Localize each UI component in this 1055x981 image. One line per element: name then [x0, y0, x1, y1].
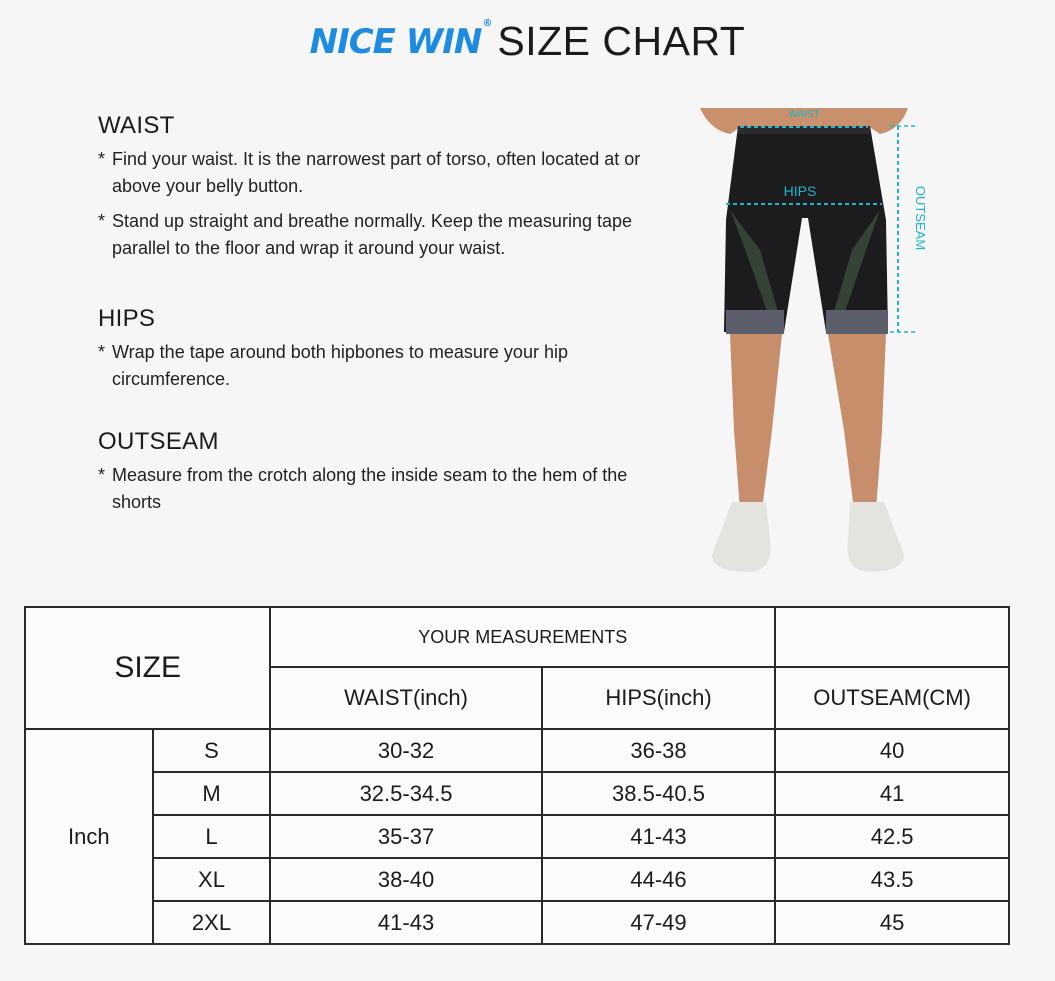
waist-cell: 41-43 [270, 901, 541, 944]
bullet-marker: * [98, 149, 106, 169]
table-row [25, 772, 1009, 815]
bullet-marker: * [98, 465, 106, 485]
size-cell: S [153, 729, 271, 772]
outseam-cell: 43.5 [775, 858, 1009, 901]
waist-guide-label: WAIST [788, 109, 820, 120]
hips-cell: 44-46 [542, 858, 776, 901]
shorts-shape [724, 126, 888, 332]
size-cell: 2XL [153, 901, 271, 944]
size-header-cell: SIZE [25, 607, 270, 729]
bullet-text: Measure from the crotch along the inside seam to the hem of the shorts [112, 465, 628, 512]
bullet-marker: * [98, 211, 106, 231]
header [0, 18, 1055, 65]
column-header-hips: HIPS(inch) [542, 667, 776, 729]
table-row [25, 858, 1009, 901]
outseam-cell: 40 [775, 729, 1009, 772]
outseam-section [98, 428, 678, 524]
waist-cell: 38-40 [270, 858, 541, 901]
waist-cell: 30-32 [270, 729, 541, 772]
waist-heading: WAIST [98, 112, 175, 139]
table-row [25, 901, 1009, 944]
hips-bullet-1 [98, 339, 678, 393]
waist-section [98, 112, 678, 270]
size-cell: M [153, 772, 271, 815]
outseam-bullet-1 [98, 462, 678, 516]
waist-cell: 35-37 [270, 815, 541, 858]
model-shorts-illustration [690, 100, 940, 580]
size-table [24, 606, 1010, 945]
waist-bullet-2 [98, 208, 678, 262]
unit-label-cell: Inch [25, 729, 153, 944]
bullet-text: Find your waist. It is the narrowest part of torso, often located at or above your belly button. [112, 149, 641, 196]
table-row [25, 729, 1009, 772]
outseam-guide-label: OUTSEAM [913, 185, 928, 251]
hips-heading: HIPS [98, 305, 156, 332]
hips-guide-label: HIPS [783, 183, 817, 199]
measurements-header-cell: YOUR MEASUREMENTS [270, 607, 775, 667]
column-header-waist: WAIST(inch) [270, 667, 541, 729]
outseam-cell: 41 [775, 772, 1009, 815]
hips-cell: 47-49 [542, 901, 776, 944]
model-figure [690, 100, 940, 580]
page-title: SIZE CHART [497, 18, 746, 64]
outseam-cell: 42.5 [775, 815, 1009, 858]
hips-cell: 38.5-40.5 [542, 772, 776, 815]
right-shoe-shape [847, 502, 904, 572]
column-header-outseam: OUTSEAM(CM) [775, 667, 1009, 729]
left-leg-shape [730, 334, 782, 510]
outseam-heading: OUTSEAM [98, 428, 219, 455]
bullet-text: Wrap the tape around both hipbones to measure your hip circumference. [112, 342, 568, 389]
left-shoe-shape [712, 502, 771, 572]
waist-cell: 32.5-34.5 [270, 772, 541, 815]
registered-mark: ® [482, 17, 492, 29]
outseam-cell: 45 [775, 901, 1009, 944]
bullet-marker: * [98, 342, 106, 362]
left-hem-band [726, 310, 784, 334]
hips-cell: 41-43 [542, 815, 776, 858]
waist-bullet-1 [98, 146, 678, 200]
hips-cell: 36-38 [542, 729, 776, 772]
brand-name: NICE WIN [309, 21, 482, 62]
hips-section [98, 305, 678, 401]
right-leg-shape [828, 334, 886, 510]
table-row [25, 815, 1009, 858]
size-cell: XL [153, 858, 271, 901]
bullet-text: Stand up straight and breathe normally. Keep the measuring tape parallel to the floor and wrap it around your waist. [112, 211, 632, 258]
size-cell: L [153, 815, 271, 858]
empty-header-cell [775, 607, 1009, 667]
right-hem-band [826, 310, 888, 334]
brand-logo [309, 17, 492, 62]
